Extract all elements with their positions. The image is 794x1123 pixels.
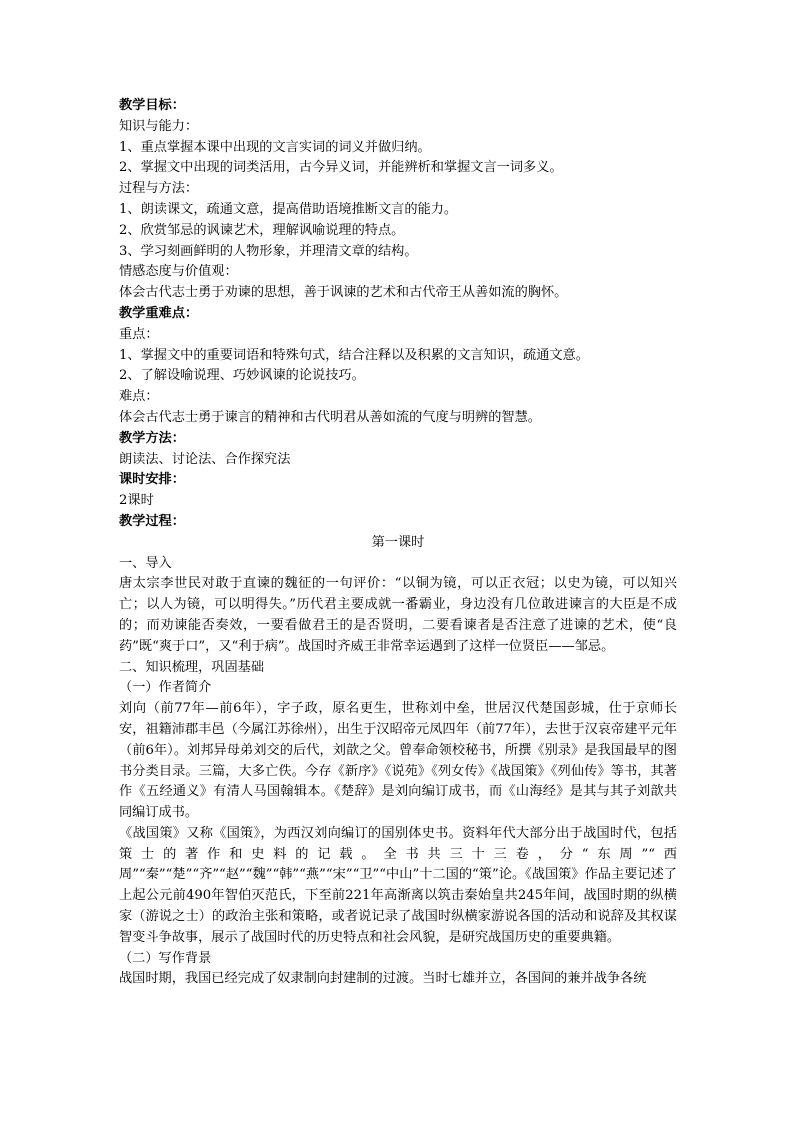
list-item: 3、学习刻画鲜明的人物形象，并理清文章的结构。 xyxy=(119,243,418,259)
heading-teaching-goals: 教学目标： xyxy=(119,98,185,113)
paragraph: 体会古代志士勇于谏言的精神和古代明君从善如流的气度与明辨的智慧。 xyxy=(119,409,541,425)
heading-teaching-process: 教学过程： xyxy=(119,513,185,529)
subheading-knowledge-ability: 知识与能力： xyxy=(119,118,199,134)
paragraph: 2课时 xyxy=(119,493,154,509)
subheading-difficulties: 难点： xyxy=(119,389,159,405)
heading-teaching-methods: 教学方法： xyxy=(119,430,185,446)
section-title-first-period: 第一课时 xyxy=(371,534,425,550)
heading-schedule: 课时安排： xyxy=(119,472,185,488)
heading-key-difficulties: 教学重难点： xyxy=(119,305,199,321)
subheading-background: （二）写作背景 xyxy=(119,950,212,966)
list-item: 1、掌握文中的重要词语和特殊句式，结合注释以及积累的文言知识，疏通文意。 xyxy=(119,347,589,363)
subheading-knowledge-review: 二、知识梳理，巩固基础 xyxy=(119,659,265,675)
subheading-emotion-values: 情感态度与价值观： xyxy=(119,264,238,280)
subheading-key-points: 重点： xyxy=(119,326,159,342)
list-item: 2、了解设喻说理、巧妙讽谏的论说技巧。 xyxy=(119,368,365,384)
list-item: 1、重点掌握本课中出现的文言实词的词义并做归纳。 xyxy=(119,139,431,155)
list-item: 2、掌握文中出现的词类活用，古今异义词，并能辨析和掌握文言一词多义。 xyxy=(119,160,563,176)
list-item: 1、朗读课文，疏通文意，提高借助语境推断文言的能力。 xyxy=(119,201,458,217)
paragraph: 刘向（前77年—前6年），字子政，原名更生，世称刘中垒，世居汉代楚国彭城，仕于京师长安，祖籍沛郡丰邑（今属江苏徐州），出生于汉昭帝元凤四年（前77年），去世于汉哀帝建平元年（前6年）。刘邦异母弟刘交的后代，刘歆之父。曾奉命领校秘书，所撰《别录》是我国最早的图书分类目录。三篇，大多亡佚。今存《新序》《说苑》《列女传》《战国策》《列仙传》等书，其著作《五经通义》有清人马国翰辑本。《楚辞》是刘向编订成书，而《山海经》是其与其子刘歆共同编订成书。 xyxy=(119,701,677,821)
paragraph: 战国时期，我国已经完成了奴隶制向封建制的过渡。当时七雄并立，各国间的兼并战争各统 xyxy=(119,971,647,987)
paragraph: 《战国策》又称《国策》，为西汉刘向编订的国别体史书。资料年代大部分出于战国时代，包括策士的著作和史料的记载。全书共三十三卷，分“东周”“西周”“秦”“楚”“齐”“赵”“魏”“韩”“燕”“宋”“卫”“中山”十二国的“策”论。《战国策》作品主要记述了上起公元前490年智伯灭范氏，下至前221年高渐离以筑击秦始皇共245年间，战国时期的纵横家（游说之士）的政治主张和策略，或者说记录了战国时纵横家游说各国的活动和说辞及其权谋智变斗争故事，展示了战国时代的历史特点和社会风貌，是研究战国历史的重要典籍。 xyxy=(119,825,677,945)
list-item: 2、欣赏邹忌的讽谏艺术，理解讽喻说理的特点。 xyxy=(119,222,405,238)
subheading-introduction: 一、导入 xyxy=(119,555,172,571)
paragraph: 唐太宗李世民对敢于直谏的魏征的一句评价：“以铜为镜，可以正衣冠；以史为镜，可以知兴亡；以人为镜，可以明得失。”历代君主要成就一番霸业，身边没有几位敢进谏言的大臣是不成的；而劝谏能否奏效，一要看做君王的是否贤明，二要看谏者是否注意了进谏的艺术，使“良药”既“爽于口”，又“利于病”。战国时齐威王非常幸运遇到了这样一位贤臣——邹忌。 xyxy=(119,576,677,654)
document-body xyxy=(119,96,677,990)
paragraph: 体会古代志士勇于劝谏的思想，善于讽谏的艺术和古代帝王从善如流的胸怀。 xyxy=(119,285,568,301)
paragraph: 朗读法、讨论法、合作探究法 xyxy=(119,451,291,467)
subheading-process-method: 过程与方法： xyxy=(119,181,199,197)
subheading-author-intro: （一）作者简介 xyxy=(119,680,212,696)
